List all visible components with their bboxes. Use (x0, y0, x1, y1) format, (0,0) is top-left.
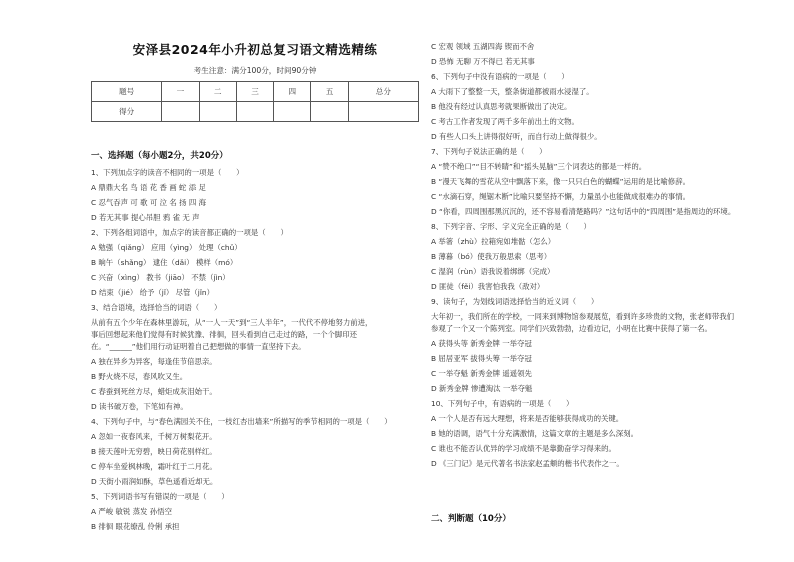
question-line: A 忽如一夜春风来，千树万树梨花开。 (91, 432, 217, 441)
question-line: A 鼎鼎大名 鸟 语 花 香 画 蛇 添 足 (91, 183, 206, 192)
question-line: 参观了一个又一个陈列室。同学们兴致勃勃，边看边记，小明在比赛中获得了第一名。 (431, 324, 712, 333)
question-line: B 野火烧不尽，春风吹又生。 (91, 372, 188, 381)
score-input-cell[interactable] (199, 102, 236, 122)
table-cell: 得分 (92, 102, 162, 122)
question-line: 5、下列词语书写有错误的一项是（ ） (91, 492, 229, 501)
question-line: B 薄暮（bó）使我万般思索（思考） (431, 252, 552, 261)
question-line: A 勉强（qiǎng） 应用（yìng） 处理（chǔ） (91, 243, 242, 252)
question-line: 在。“______”他们用行动证明着自己把想做的事情一直坚持下去。 (91, 342, 306, 351)
question-line: A 一个人是否有远大理想，将来是否能够获得成功的关键。 (431, 414, 624, 423)
score-table-score-row (92, 102, 419, 122)
question-line: C 谁也不能否认优异的学习成绩不是靠勤奋学习得来的。 (431, 444, 616, 453)
question-line: D 《三门记》是元代著名书法家赵孟頫的楷书代表作之一。 (431, 459, 624, 468)
question-line: 4、下列句子中，与“春色满园关不住，一枝红杏出墙来”所描写的季节相同的一项是（ ） (91, 417, 392, 426)
question-line: C 春蚕到死丝方尽，蜡炬成灰泪始干。 (91, 387, 217, 396)
question-line: A 大雨下了整整一天，整条街道都被雨水浸湿了。 (431, 87, 594, 96)
question-line: 7、下列句子说法正确的是（ ） (431, 147, 547, 156)
question-line: D 结束（jié） 给予（jǐ） 尽管（jǐn） (91, 288, 214, 297)
question-line: C 考古工作者发现了两千多年前出土的文物。 (431, 117, 579, 126)
score-input-cell[interactable] (311, 102, 348, 122)
table-cell: 五 (311, 82, 348, 102)
question-line: B 他没有经过认真思考就果断做出了决定。 (431, 102, 572, 111)
score-input-cell[interactable] (162, 102, 199, 122)
question-line: D 天街小雨润如酥，草色遥看近却无。 (91, 477, 218, 486)
question-line: B 晌午（shǎng） 逮住（dǎi） 模样（mó） (91, 258, 238, 267)
question-line: A 获得头等 新秀金牌 一举夺冠 (431, 339, 532, 348)
question-line: B 徘徊 眼花缭乱 伶俐 承担 (91, 522, 180, 531)
question-line: D 新秀金牌 惨遭淘汰 一举夺魁 (431, 384, 533, 393)
question-line: 1、下列加点字的读音不相同的一项是（ ） (91, 168, 244, 177)
question-line: C 忍气吞声 可 歌 可 泣 名 扬 四 海 (91, 198, 206, 207)
question-line: C 宏观 领域 五湖四海 锲而不舍 (431, 42, 535, 51)
question-line: 8、下列字音、字形、字义完全正确的是（ ） (431, 222, 591, 231)
score-input-cell[interactable] (348, 102, 418, 122)
table-cell: 三 (236, 82, 273, 102)
score-table (91, 81, 419, 122)
question-line: 6、下列句子中没有语病的一项是（ ） (431, 72, 569, 81)
section-heading: 一、选择题（每小题2分，共20分） (91, 151, 228, 161)
question-line: D 读书破万卷，下笔如有神。 (91, 402, 188, 411)
question-line: D 恐怖 无聊 万不得已 若无其事 (431, 57, 535, 66)
question-line: A “赞不绝口”“目不转睛”和“摇头晃脑”三个词表达的都是一样的。 (431, 162, 647, 171)
question-line: C 兴奋（xìng） 教书（jiāo） 不禁（jìn） (91, 273, 230, 282)
question-line: D “你看，四周围那黑沉沉的，还不容易看清楚路吗？”这句话中的“四周围”是指周边的环境。 (431, 207, 736, 216)
question-line: 从前有五个少年在森林里游玩，从“一人一天”到“三人半年”，一代代不停地努力前进， (91, 318, 373, 327)
question-line: D 若无其事 提心吊胆 鸦 雀 无 声 (91, 213, 200, 222)
table-cell: 题号 (92, 82, 162, 102)
table-cell: 一 (162, 82, 199, 102)
question-line: 10、下列句子中，有语病的一项是（ ） (431, 399, 574, 408)
question-line: A 独在异乡为异客，每逢佳节倍思亲。 (91, 357, 217, 366)
left-column (88, 0, 422, 562)
question-line: 3、结合语境，选择恰当的词语（ ） (91, 303, 222, 312)
question-line: C 湿润（rùn）语我说着绑绑（完成） (431, 267, 555, 276)
question-line: 大年初一，我们所在的学校，一同来到博物馆参观展览，看到许多珍贵的文物，张老师带我们 (431, 312, 735, 321)
right-column (431, 0, 771, 562)
score-input-cell[interactable] (236, 102, 273, 122)
table-cell: 四 (274, 82, 311, 102)
exam-note: 考生注意：满分100分，时间90分钟 (193, 66, 317, 75)
question-line: D 匪徒（fěi）我害怕我我（敌对） (431, 282, 545, 291)
question-line: 9、读句子，为划线词语选择恰当的近义词（ ） (431, 297, 599, 306)
question-line: C 一举夺魁 新秀金牌 遥遥领先 (431, 369, 532, 378)
question-line: A 举箸（zhù）拉箱宛如堆骷（怎么） (431, 237, 556, 246)
question-line: 事后回想起来他们觉得有时候犹豫、徘徊，回头看到自己走过的路，一个个脚印还 (91, 330, 358, 339)
question-line: B 她的语调，语气十分充满激情，这篇文章的主题是多么深刻。 (431, 429, 638, 438)
page-title: 安泽县2024年小升初总复习语文精选精练 (132, 42, 378, 57)
question-line: B 接天莲叶无穷碧，映日荷花别样红。 (91, 447, 217, 456)
table-cell: 总分 (348, 82, 418, 102)
question-line: C “水滴石穿，绳锯木断”比喻只要坚持不懈，力量虽小也能做成很难办的事情。 (431, 192, 691, 201)
score-table-header-row (92, 82, 419, 102)
question-line: 2、下列各组词语中，加点字的读音都正确的一项是（ ） (91, 228, 288, 237)
section-heading: 二、判断题（10分） (431, 514, 511, 524)
question-line: B 屈居亚军 拔得头筹 一举夺冠 (431, 354, 532, 363)
table-cell: 二 (199, 82, 236, 102)
question-line: A 严峻 敏锐 蒸发 孙悟空 (91, 507, 172, 516)
question-line: B “漫天飞舞的雪花从空中飘落下来，像一只只白色的蝴蝶”运用的是比喻修辞。 (431, 177, 690, 186)
score-input-cell[interactable] (274, 102, 311, 122)
question-line: C 停车坐爱枫林晚，霜叶红于二月花。 (91, 462, 217, 471)
question-line: D 有些人口头上讲得很好听，而自行动上做得很少。 (431, 132, 602, 141)
